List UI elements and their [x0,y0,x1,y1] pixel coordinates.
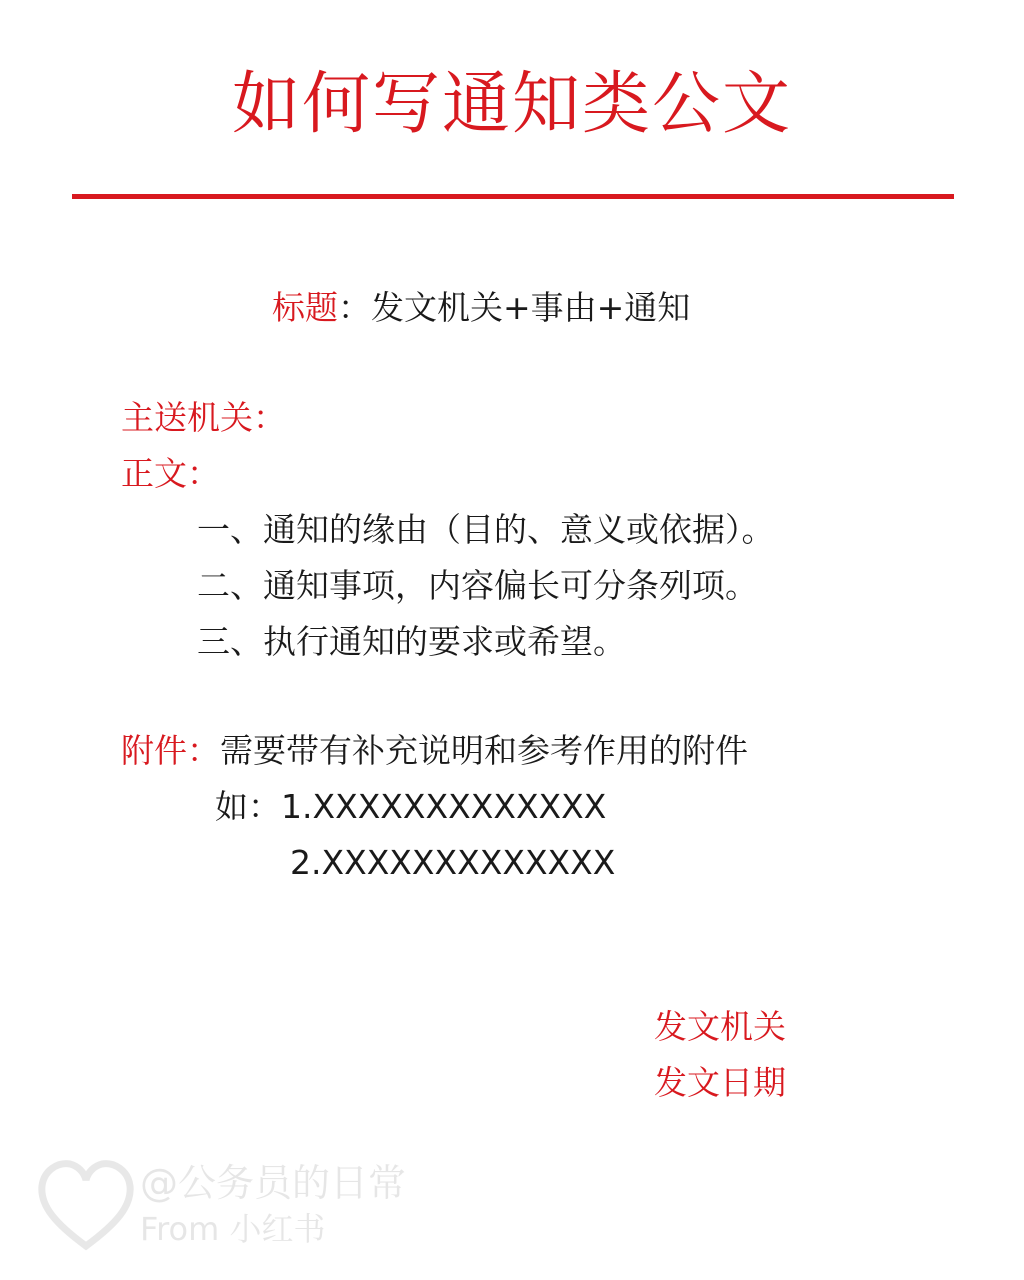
signature-date: 发文日期 [654,1063,786,1102]
xiaohongshu-logo-icon [36,1154,136,1254]
attachment-example-prefix: 如： [215,787,281,826]
body-item-2: 二、通知事项，内容偏长可分条列项。 [197,566,758,605]
document-title: 如何写通知类公文 [231,65,792,144]
attachment-label: 附件： [121,731,220,770]
title-divider [72,194,954,199]
attachment-line [121,731,748,771]
heading-colon: ： [338,288,371,327]
heading-value: 发文机关+事由+通知 [371,288,691,327]
recipient-label: 主送机关： [121,398,286,437]
body-item-1: 一、通知的缘由（目的、意义或依据）。 [197,510,775,549]
heading-format-line [272,288,690,328]
attachment-description: 需要带有补充说明和参考作用的附件 [220,731,748,770]
watermark [36,1148,456,1258]
signature-issuer: 发文机关 [654,1007,786,1046]
watermark-handle: @公务员的日常 [140,1161,407,1205]
body-label: 正文： [121,454,220,493]
body-item-3: 三、执行通知的要求或希望。 [197,622,626,661]
attachment-example-1: 1.XXXXXXXXXXXXX [281,787,607,826]
attachment-example-1-line [215,787,606,827]
watermark-source: From 小红书 [140,1210,326,1248]
heading-label: 标题 [272,288,338,327]
attachment-example-2: 2.XXXXXXXXXXXXX [290,843,616,882]
